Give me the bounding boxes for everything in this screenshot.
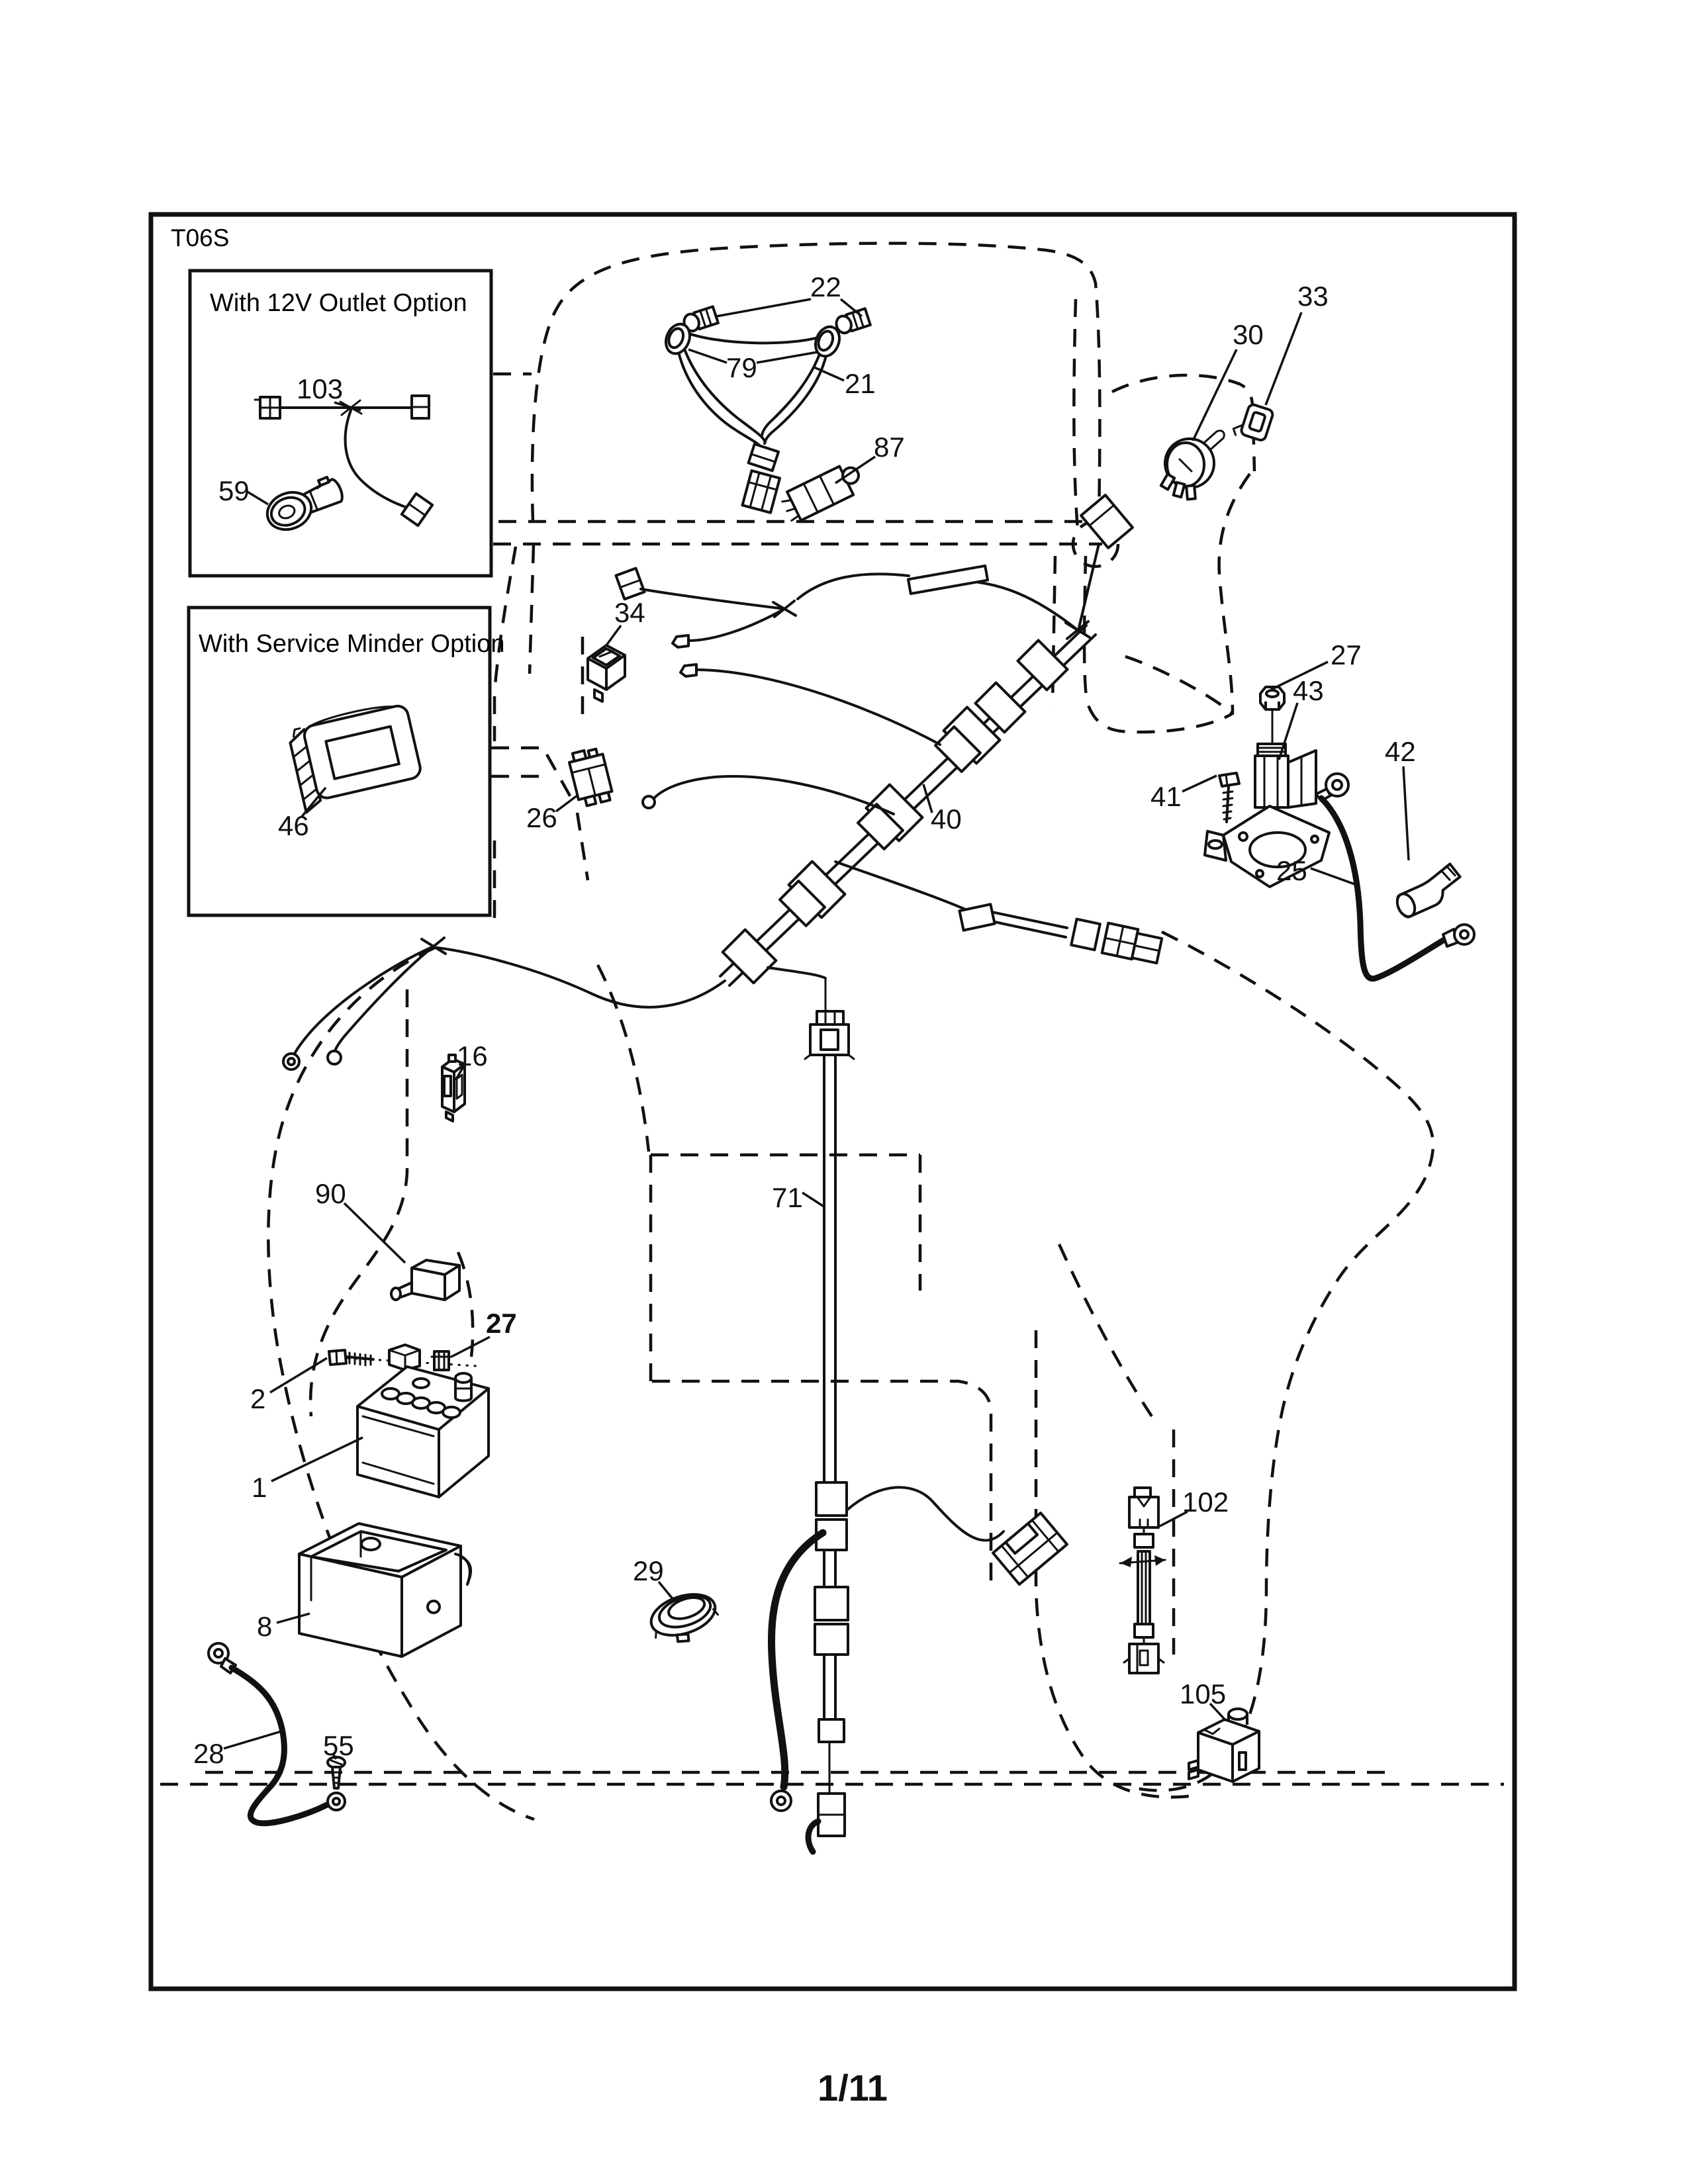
right-fender-dash [1133, 932, 1433, 1790]
band [815, 1587, 848, 1620]
branch-wire [688, 609, 784, 641]
box-side-hole [428, 1601, 440, 1613]
battery-terminal-bracket [389, 1345, 420, 1370]
part-33-key [1232, 401, 1274, 444]
label-26: 26 [526, 802, 557, 833]
part-30-ignition-switch [1161, 431, 1224, 500]
label-59: 59 [218, 475, 250, 506]
label-55: 55 [323, 1730, 354, 1761]
band [815, 1624, 848, 1655]
part-8-battery-box [299, 1524, 471, 1657]
end-connector [1071, 919, 1100, 950]
branch-to-connector [847, 1487, 1004, 1540]
fender-inner-dash [1059, 1244, 1152, 1416]
console-dash [494, 547, 516, 692]
fender-top-dash [1125, 657, 1233, 713]
label-34: 34 [614, 597, 645, 628]
south-connector [993, 1513, 1067, 1584]
connector-teeth [817, 1011, 843, 1024]
inset-title-service-minder: With Service Minder Option [199, 630, 505, 658]
dash-left [1074, 299, 1078, 529]
label-27-right: 27 [1331, 639, 1362, 670]
band [816, 1482, 847, 1516]
harness-connector [749, 444, 778, 471]
drawing-code: T06S [171, 224, 230, 251]
inset-title-12v-outlet: With 12V Outlet Option [210, 289, 467, 317]
bullet-terminal [328, 1051, 341, 1064]
label-103: 103 [297, 373, 344, 404]
spade-terminal [673, 635, 688, 647]
hook-wire [808, 1821, 818, 1852]
part-87-switch [779, 460, 866, 524]
part-42-terminal-boot [1391, 862, 1467, 919]
label-21: 21 [845, 368, 876, 399]
part-27-nut [1260, 687, 1284, 709]
label-87: 87 [874, 432, 905, 463]
branch-wire [437, 948, 725, 1007]
headlight-bulb [834, 308, 870, 335]
heavy-ground-lead [771, 1533, 823, 1787]
label-43: 43 [1293, 675, 1324, 706]
slot [1239, 1752, 1246, 1770]
harness-top-wire [682, 331, 824, 343]
drop-wire [335, 946, 434, 1051]
end-connector-double [1102, 923, 1163, 964]
harness-top-connector [1081, 495, 1133, 548]
stub-feed [768, 968, 825, 978]
branch-wire [968, 581, 1078, 630]
label-46: 46 [278, 810, 309, 841]
part-41-bolt [1219, 773, 1239, 822]
branch-wire [835, 862, 973, 913]
label-28: 28 [193, 1738, 224, 1769]
label-42: 42 [1385, 736, 1416, 767]
label-1: 1 [252, 1472, 267, 1503]
label-30: 30 [1233, 319, 1264, 350]
label-90: 90 [315, 1178, 346, 1209]
branch-wire [654, 776, 894, 814]
label-22: 22 [810, 271, 841, 302]
inline-fuse [908, 566, 988, 594]
label-102: 102 [1182, 1486, 1229, 1518]
branch-wire [641, 589, 784, 609]
label-105: 105 [1180, 1678, 1227, 1709]
part-71-starter-cable [768, 968, 1067, 1852]
console-dash [577, 813, 588, 880]
seat-side-dash [598, 965, 649, 1152]
ring-hole [333, 1798, 340, 1805]
part-2-bolt [329, 1350, 373, 1365]
part-27-terminal-nut [432, 1351, 451, 1370]
label-71: 71 [772, 1182, 803, 1213]
label-16: 16 [457, 1040, 488, 1071]
label-2: 2 [250, 1383, 266, 1414]
label-40: 40 [931, 803, 962, 835]
part-102-fuse-assembly [1120, 1488, 1165, 1673]
branch-wire [696, 670, 940, 745]
band [819, 1719, 844, 1742]
page-number: 1/11 [818, 2067, 888, 2109]
label-25: 25 [1276, 855, 1307, 886]
right-wire-2 [762, 351, 821, 435]
label-8: 8 [257, 1611, 273, 1642]
label-41: 41 [1150, 781, 1182, 812]
label-79: 79 [726, 352, 757, 383]
part-28-ground-cable [209, 1643, 327, 1823]
cable-run [824, 1055, 835, 1482]
spade-terminal [680, 664, 696, 676]
label-29: 29 [633, 1555, 664, 1586]
part-1-battery [357, 1367, 489, 1497]
box-hole [361, 1538, 380, 1550]
part-90-relay [391, 1260, 459, 1300]
branch-connector [616, 569, 644, 600]
part-34-switch [588, 645, 625, 702]
console-dash [530, 545, 534, 674]
label-27-battery: 27 [486, 1308, 517, 1339]
part-29-grommet [646, 1587, 723, 1651]
ring-hole [288, 1058, 295, 1065]
branch-wire [798, 574, 909, 599]
harness-plug [743, 471, 780, 513]
battery-post [455, 1373, 471, 1401]
ignition-feed-wire [1079, 544, 1099, 627]
bullet-terminal [643, 796, 655, 808]
label-33: 33 [1297, 281, 1329, 312]
part-43-solenoid [1205, 744, 1329, 887]
